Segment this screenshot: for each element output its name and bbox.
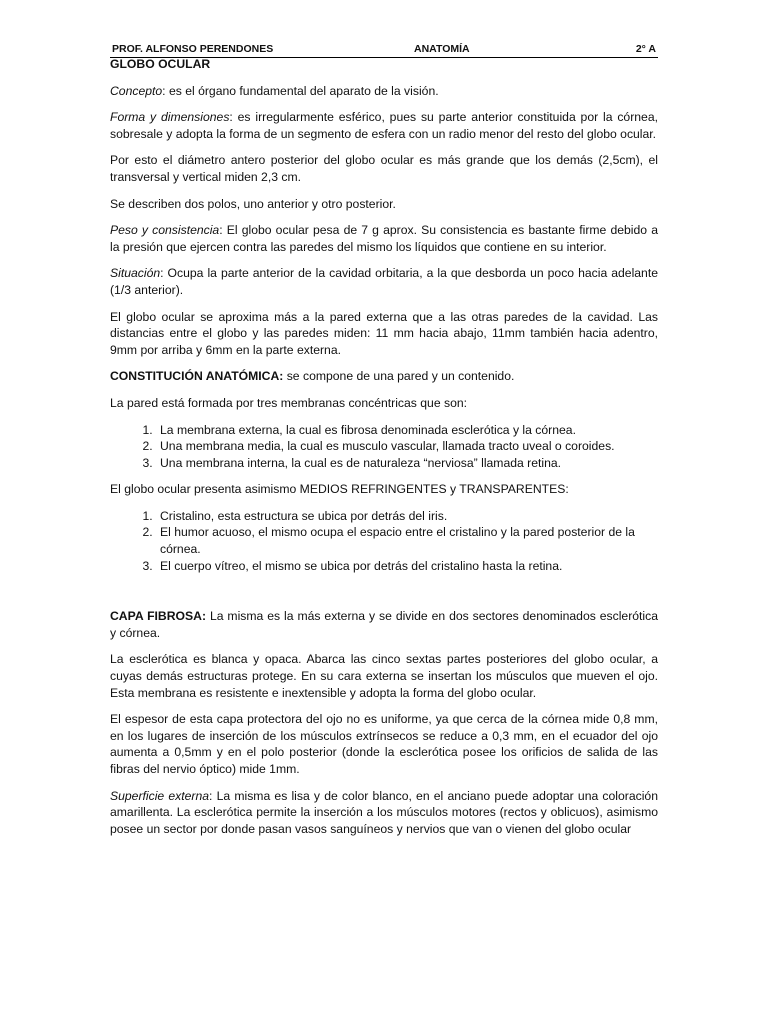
text-capa-fibrosa: La misma es la más externa y se divide en dos sectores denominados esclerótica y córnea. <box>110 609 658 640</box>
list-item: 3. Una membrana interna, la cual es de naturaleza “nerviosa” llamada retina. <box>156 455 658 472</box>
list-item: 1. La membrana externa, la cual es fibrosa denominada esclerótica y la córnea. <box>156 422 658 439</box>
list-membranas <box>110 422 658 472</box>
term-forma: Forma y dimensiones <box>110 110 230 125</box>
section-spacer <box>110 584 658 608</box>
text-situacion: : Ocupa la parte anterior de la cavidad orbitaria, a la que desborda un poco hacia adelante (1/3 anterior). <box>110 266 658 297</box>
term-capa-fibrosa: CAPA FIBROSA: <box>110 609 207 624</box>
paragraph-situacion <box>110 265 658 298</box>
paragraph-polos: Se describen dos polos, uno anterior y otro posterior. <box>110 196 396 211</box>
paragraph-medios: El globo ocular presenta asimismo MEDIOS REFRINGENTES y TRANSPARENTES: <box>110 482 569 497</box>
text-peso: : El globo ocular pesa de 7 g aprox. Su consistencia es bastante firme debido a la presión que ejercen contra las paredes del mismo los líquidos que contiene en su interior. <box>110 223 658 254</box>
paragraph-capa-fibrosa <box>110 608 658 641</box>
text-forma: : es irregularmente esférico, pues su parte anterior constituida por la córnea, sobresale y adopta la forma de un segmento de esfera con un radio menor del resto del globo ocular. <box>110 110 658 141</box>
text-constitucion: se compone de una pared y un contenido. <box>283 369 515 384</box>
term-constitucion: CONSTITUCIÓN ANATÓMICA: <box>110 369 284 384</box>
document-body <box>110 56 658 847</box>
paragraph-peso <box>110 222 658 255</box>
paragraph-pared: La pared está formada por tres membranas concéntricas que son: <box>110 395 468 410</box>
text-superficie: : La misma es lisa y de color blanco, en el anciano puede adoptar una coloración amarillenta. La esclerótica permite la inserción a los músculos motores (rectos y oblicuos), asimismo posee un sector por donde pasan vasos sanguíneos y nervios que van o vienen del globo ocular <box>110 788 658 836</box>
paragraph-diametro: Por esto el diámetro antero posterior del globo ocular es más grande que los demás (2,5cm), el transversal y vertical miden 2,3 cm. <box>110 153 658 184</box>
list-item: 2. El humor acuoso, el mismo ocupa el espacio entre el cristalino y la pared posterior de la córnea. <box>156 524 658 557</box>
paragraph-concepto <box>110 83 658 100</box>
term-concepto: Concepto <box>110 83 163 98</box>
paragraph-esclerotica: La esclerótica es blanca y opaca. Abarca las cinco sextas partes posteriores del globo ocular, a cuyas demás estructuras protege. En su cara externa se insertan los músculos que mueven el ojo. Esta membrana es resistente e inextensible y adopta la forma del globo ocular. <box>110 652 658 700</box>
page-title: GLOBO OCULAR <box>110 57 211 71</box>
term-peso: Peso y consistencia <box>110 223 220 238</box>
paragraph-aproxima: El globo ocular se aproxima más a la pared externa que a las otras paredes de la cavidad. Las distancias entre el globo y las paredes miden: 11 mm hacia abajo, 11mm también hacia adentro, 9mm por arriba y 6mm en la parte externa. <box>110 309 658 357</box>
term-superficie: Superficie externa <box>110 788 210 803</box>
header-grade: 2° A <box>635 43 656 55</box>
paragraph-superficie <box>110 788 658 838</box>
header-author: PROF. ALFONSO PERENDONES <box>112 43 274 55</box>
paragraph-forma <box>110 109 658 142</box>
text-concepto: : es el órgano fundamental del aparato de la visión. <box>162 83 439 98</box>
term-situacion: Situación <box>110 266 161 281</box>
header-subject: ANATOMÍA <box>414 43 470 55</box>
list-item: 1. Cristalino, esta estructura se ubica por detrás del iris. <box>156 508 658 525</box>
paragraph-espesor: El espesor de esta capa protectora del ojo no es uniforme, ya que cerca de la córnea mide 0,8 mm, en los lugares de inserción de los músculos extrínsecos se reduce a 0,3 mm, en el ecuador del ojo aumenta a 0,5mm y en el polo posterior (donde la esclerótica posee los orificios de salida de las fibras del nervio óptico) mide 1mm. <box>110 712 658 776</box>
list-item: 2. Una membrana media, la cual es musculo vascular, llamada tracto uveal o coroides. <box>156 438 658 455</box>
paragraph-constitucion <box>110 368 658 385</box>
list-medios <box>110 508 658 574</box>
list-item: 3. El cuerpo vítreo, el mismo se ubica por detrás del cristalino hasta la retina. <box>156 558 658 575</box>
